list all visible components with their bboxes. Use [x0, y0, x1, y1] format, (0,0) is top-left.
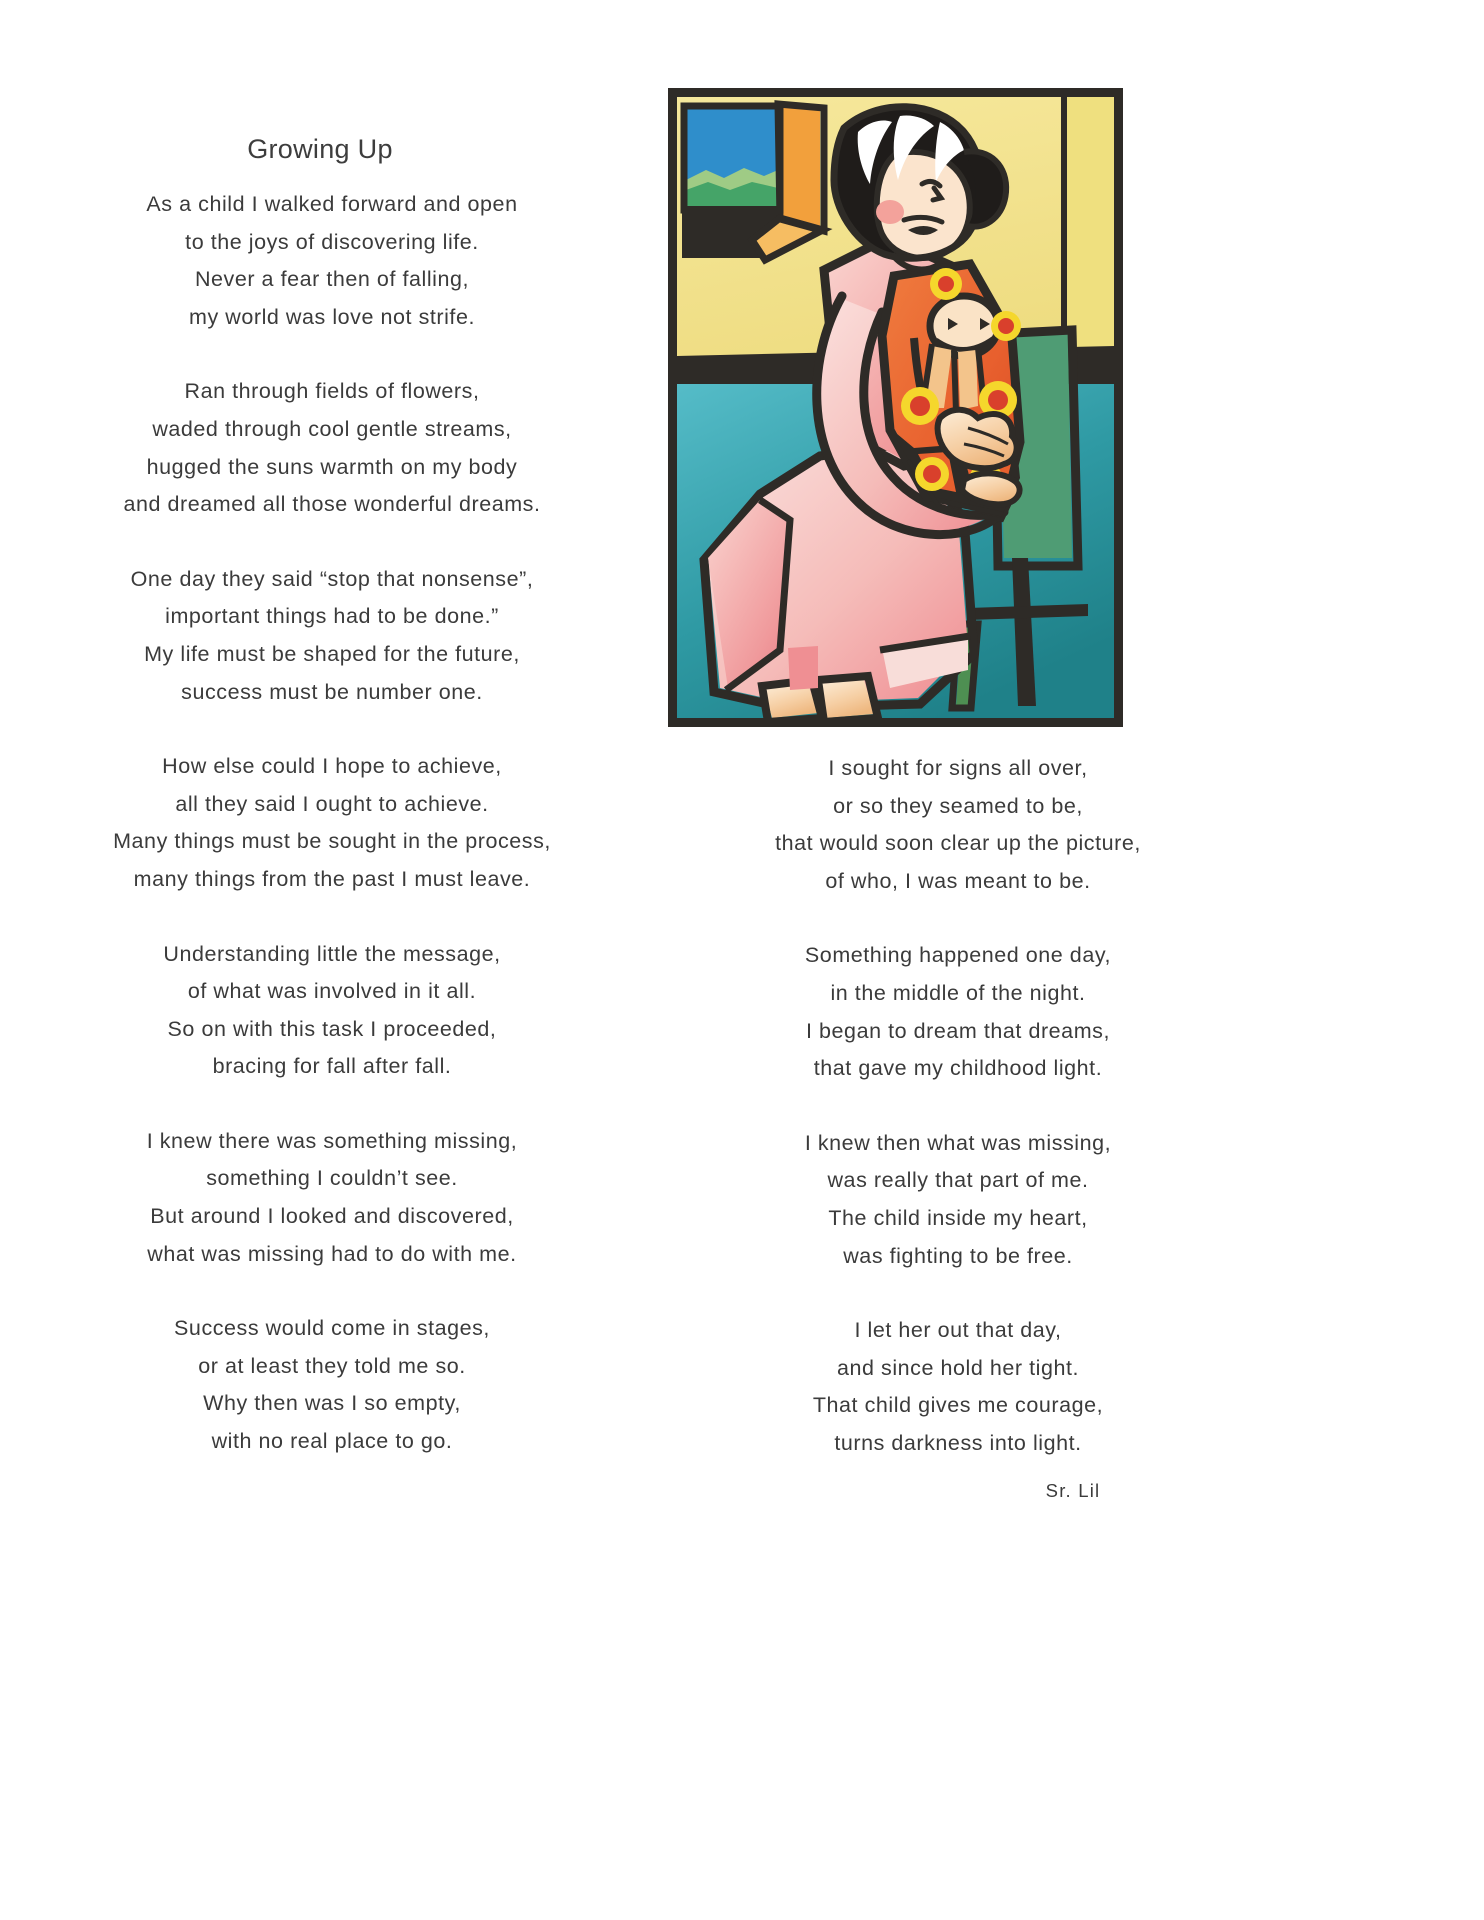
poem-line: of what was involved in it all.: [187, 979, 477, 1004]
poem-line: many things from the past I must leave.: [133, 866, 531, 891]
poem-line: I sought for signs all over,: [828, 756, 1088, 780]
poem-line: Understanding little the message,: [163, 941, 501, 966]
stanza: [648, 1312, 1268, 1462]
poem-line: Something happened one day,: [804, 943, 1112, 968]
stanza: [22, 373, 642, 523]
poem-line: hugged the suns warmth on my body: [146, 454, 518, 479]
poem-line: Never a fear then of falling,: [194, 267, 470, 292]
poem-line: I let her out that day,: [854, 1318, 1062, 1343]
woman-holding-baby-illustration: [668, 88, 1123, 727]
poem-line: I began to dream that dreams,: [806, 1018, 1110, 1043]
poem-line: to the joys of discovering life.: [185, 229, 479, 254]
poem-line: with no real place to go.: [211, 1429, 453, 1454]
page-title: Growing Up: [247, 134, 393, 165]
poem-line: How else could I hope to achieve,: [162, 754, 502, 779]
poem-line: Many things must be sought in the process,: [113, 829, 551, 854]
stanza: [22, 1123, 642, 1273]
stanza: [22, 186, 642, 336]
stanza: [22, 561, 642, 711]
poem-line: or so they seamed to be,: [833, 793, 1083, 818]
poem-line: Success would come in stages,: [174, 1316, 490, 1341]
poem-line: The child inside my heart,: [828, 1205, 1088, 1230]
poem-line: and dreamed all those wonderful dreams.: [123, 492, 541, 517]
poem-line: something I couldn’t see.: [206, 1166, 458, 1191]
poem-line: bracing for fall after fall.: [212, 1054, 452, 1079]
poem-line: of who, I was meant to be.: [825, 868, 1091, 893]
poem-line: what was missing had to do with me.: [147, 1241, 517, 1266]
stanza: [648, 1125, 1268, 1275]
author-signature: Sr. Lil: [1045, 1480, 1101, 1501]
poem-line: all they said I ought to achieve.: [175, 791, 489, 816]
poem-line: But around I looked and discovered,: [150, 1204, 514, 1229]
poem-line: Why then was I so empty,: [203, 1391, 461, 1416]
poem-line: success must be number one.: [181, 679, 483, 704]
poem-line: that gave my childhood light.: [813, 1056, 1103, 1081]
stanza: [648, 750, 1268, 900]
poem-line: Ran through fields of flowers,: [184, 379, 480, 404]
poem-line: or at least they told me so.: [198, 1353, 466, 1378]
poem-line: in the middle of the night.: [830, 980, 1086, 1005]
stanza: [648, 937, 1268, 1087]
poem-line: So on with this task I proceeded,: [167, 1016, 497, 1041]
poem-right-column: [648, 750, 1268, 1463]
poem-line: One day they said “stop that nonsense”,: [130, 566, 534, 591]
poem-line: My life must be shaped for the future,: [144, 641, 520, 666]
poem-line: my world was love not strife.: [189, 304, 475, 329]
poem-line: I knew then what was missing,: [804, 1130, 1112, 1155]
stanza: [22, 748, 642, 898]
poem-line: I knew there was something missing,: [146, 1128, 518, 1153]
poem-left-column: [22, 186, 642, 1461]
stanza: [22, 936, 642, 1086]
poem-line: was fighting to be free.: [843, 1243, 1073, 1268]
illustration-svg: [668, 88, 1123, 727]
poem-line: important things had to be done.”: [165, 604, 499, 629]
poem-line: turns darkness into light.: [834, 1430, 1082, 1455]
poem-line: That child gives me courage,: [812, 1393, 1104, 1418]
poem-line: As a child I walked forward and open: [146, 192, 518, 216]
stanza: [22, 1310, 642, 1460]
poem-line: that would soon clear up the picture,: [775, 831, 1141, 856]
poem-line: and since hold her tight.: [836, 1355, 1080, 1380]
poem-line: waded through cool gentle streams,: [152, 416, 512, 441]
poem-line: was really that part of me.: [827, 1168, 1089, 1193]
